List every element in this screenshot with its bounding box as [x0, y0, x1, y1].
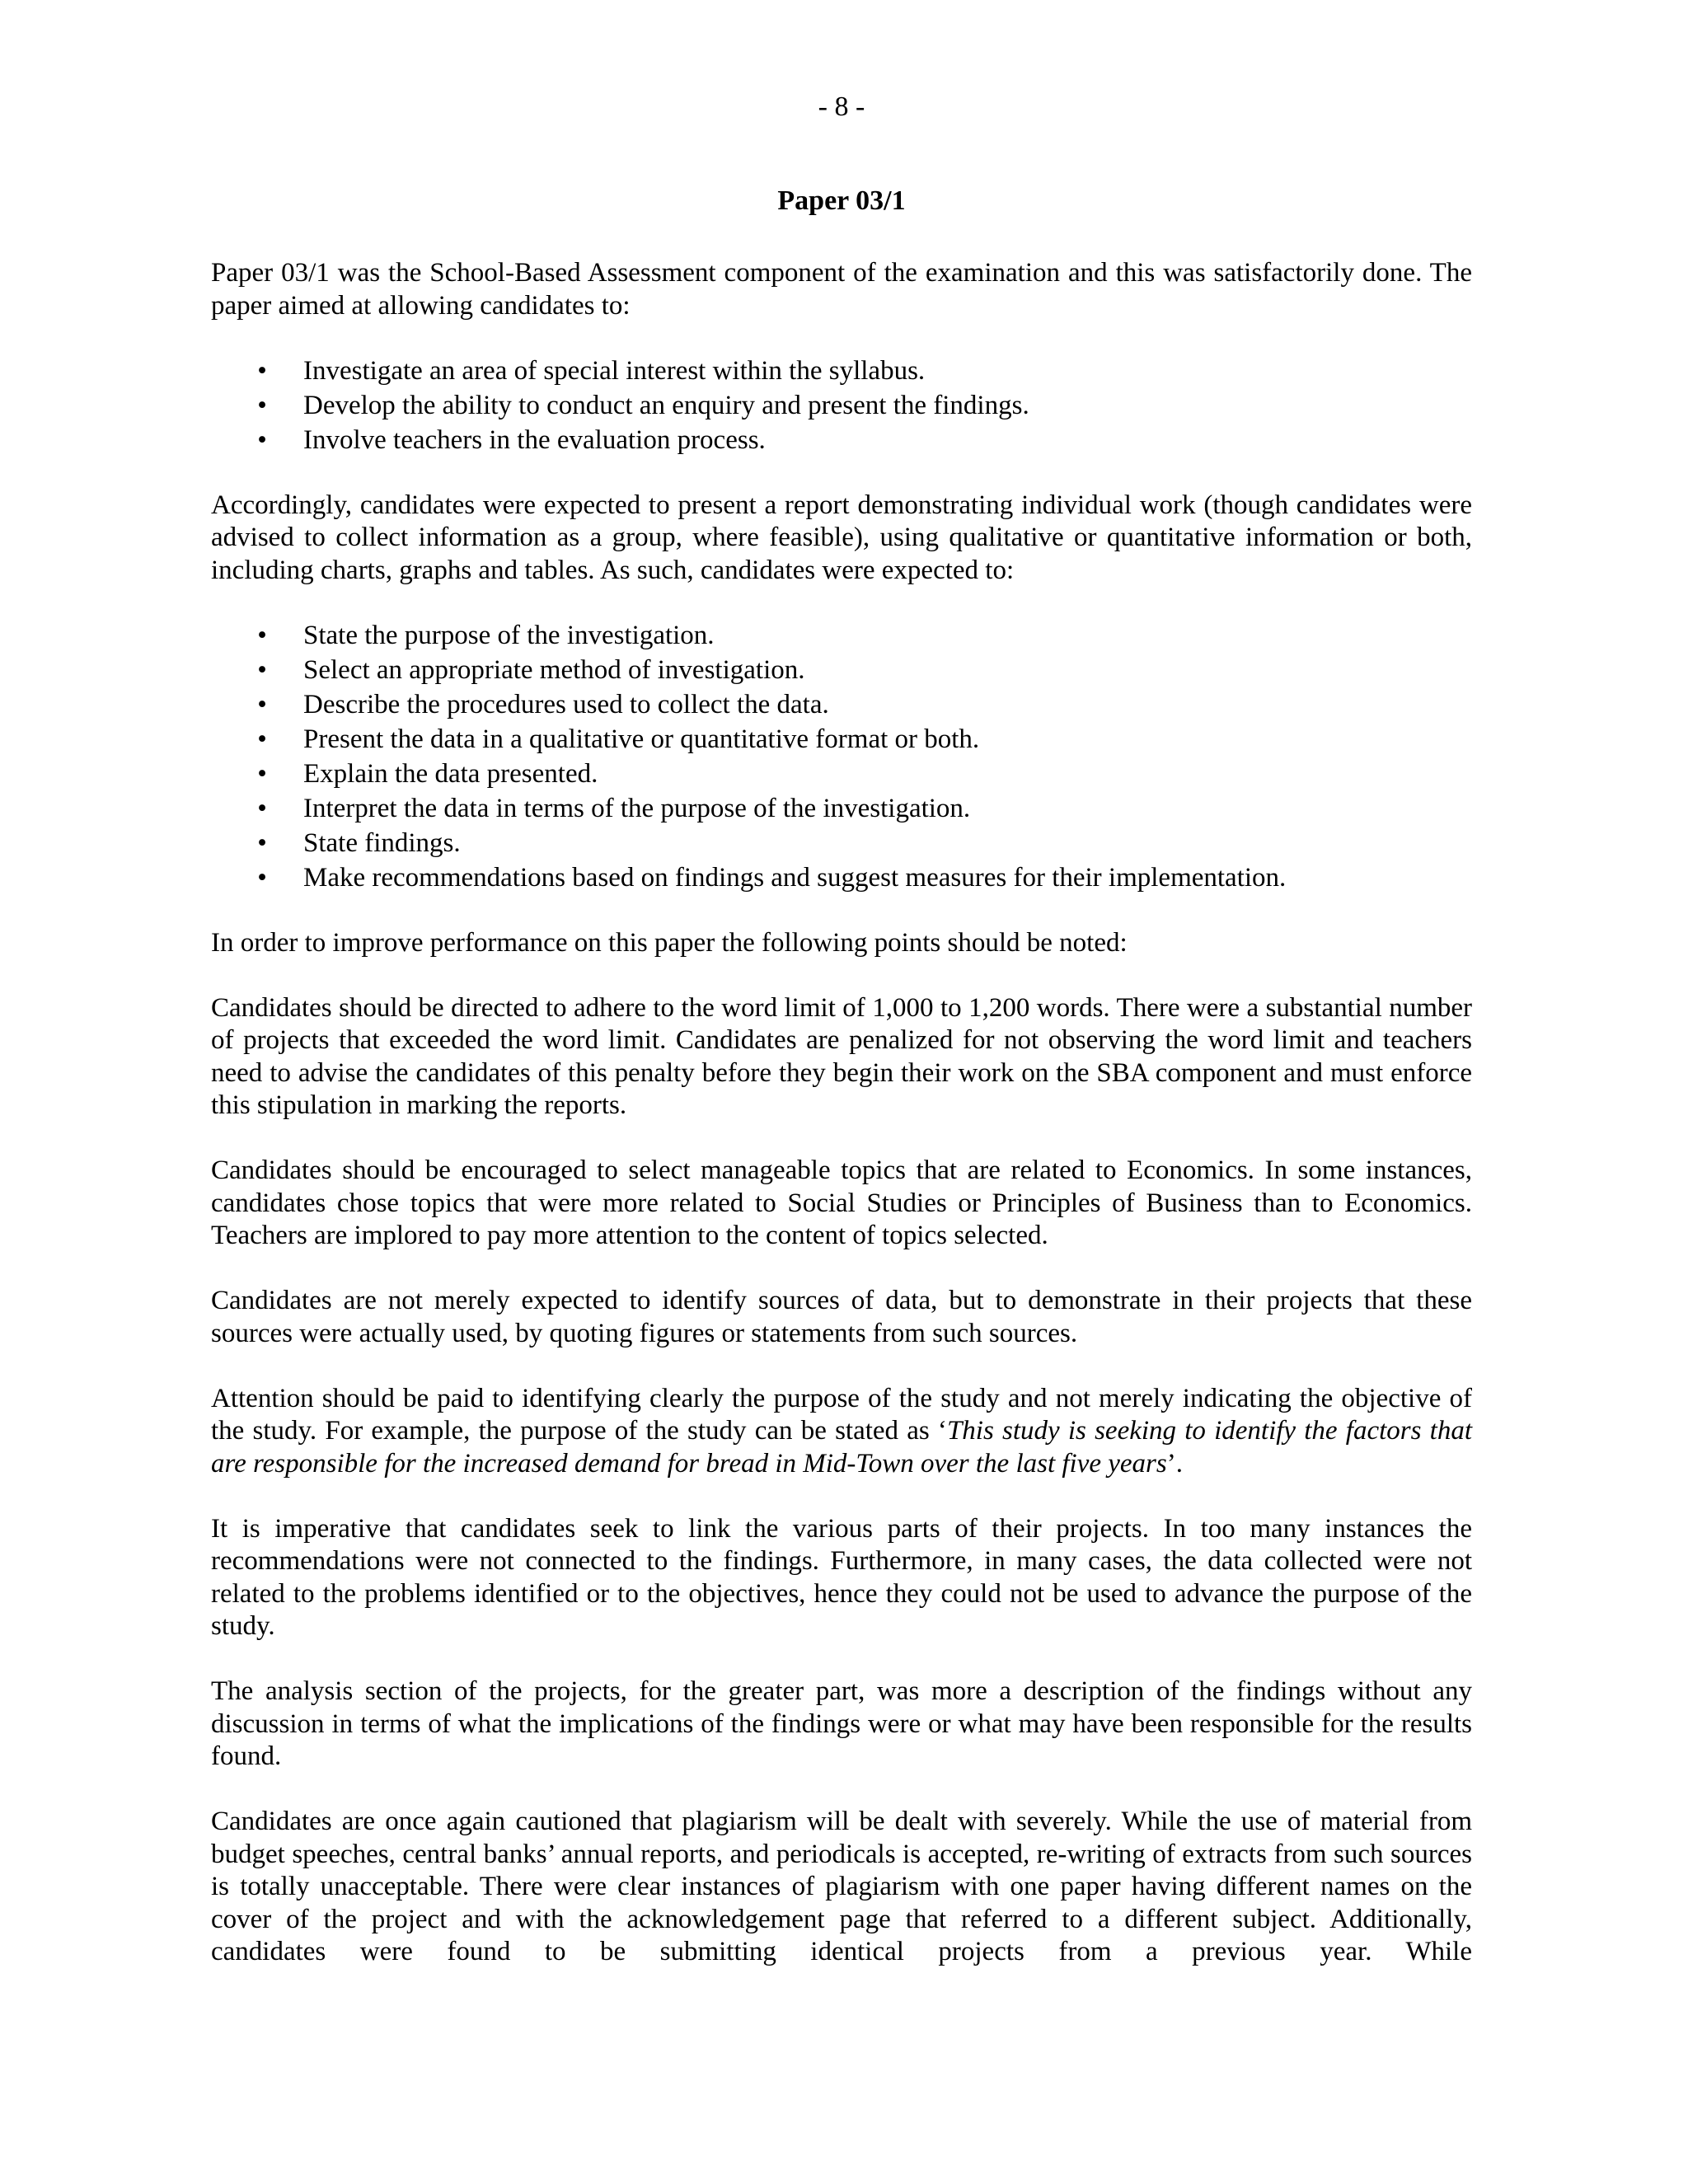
document-body — [211, 257, 1472, 2001]
bullet-icon: • — [257, 758, 267, 789]
analysis-paragraph: The analysis section of the projects, for the greater part, was more a description of the findings without any discussion in terms of what the implications of the findings were or what may have been responsible for the results found. — [211, 1676, 1472, 1771]
list-item-text: Present the data in a qualitative or quantitative format or both. — [303, 724, 980, 754]
page-number: - 8 - — [818, 91, 865, 122]
bullet-icon: • — [257, 424, 267, 455]
list-item-text: Develop the ability to conduct an enquiry and present the findings. — [303, 390, 1029, 420]
list-item-text: State findings. — [303, 827, 461, 858]
list-item-text: Describe the procedures used to collect the data. — [303, 689, 829, 719]
purpose-text: Attention should be paid to identifying clearly the purpose of the study and not merely indicating the objective of the study. For example, the purpose of the study can be stated as ‘ — [211, 1383, 1472, 1446]
list-item — [211, 620, 1472, 653]
bullet-icon: • — [257, 793, 267, 823]
list-item-text: State the purpose of the investigation. — [303, 620, 715, 650]
expectations-list — [211, 620, 1472, 895]
list-item — [211, 827, 1472, 860]
purpose-paragraph — [211, 1383, 1472, 1481]
list-item — [211, 424, 1472, 457]
bullet-icon: • — [257, 355, 267, 386]
bullet-icon: • — [257, 620, 267, 650]
purpose-closing: ’. — [1166, 1448, 1183, 1479]
bullet-icon: • — [257, 724, 267, 754]
list-item — [211, 355, 1472, 388]
list-item — [211, 689, 1472, 722]
list-item-text: Involve teachers in the evaluation process. — [303, 424, 766, 455]
list-item-text: Investigate an area of special interest within the syllabus. — [303, 355, 926, 386]
intro-paragraph: Paper 03/1 was the School-Based Assessment component of the examination and this was satisfactorily done. The paper aimed at allowing candidates to: — [211, 258, 1472, 321]
topics-paragraph: Candidates should be encouraged to select manageable topics that are related to Economics. In some instances, candidates chose topics that were more related to Social Studies or Principles of Business than to Economics. Teachers are implored to pay more attention to the content of topics selected. — [211, 1155, 1472, 1250]
purpose-example-italic: This study is seeking to identify the factors that are responsible for the increased demand for bread in Mid-Town over the last five years — [211, 1416, 1472, 1479]
accordingly-paragraph: Accordingly, candidates were expected to present a report demonstrating individual work (though candidates were advised to collect information as a group, where feasible), using qualitative or quantitative information or both, including charts, graphs and tables. As such, candidates were expected to: — [211, 490, 1472, 585]
bullet-icon: • — [257, 862, 267, 893]
plagiarism-paragraph: Candidates are once again cautioned that plagiarism will be dealt with severely. While the use of material from budget speeches, central banks’ annual reports, and periodicals is accepted, re-writing of extracts from such sources is totally unacceptable. There were clear instances of plagiarism with one paper having different names on the cover of the project and with the acknowledgement page that referred to a different subject. Additionally, candidates were found to be submitting identical projects from a previous year. While — [211, 1807, 1472, 1966]
bullet-icon: • — [257, 689, 267, 719]
list-item-text: Select an appropriate method of investigation. — [303, 654, 805, 685]
list-item-text: Make recommendations based on findings and suggest measures for their implementation. — [303, 862, 1287, 893]
list-item — [211, 758, 1472, 791]
improve-intro-paragraph: In order to improve performance on this paper the following points should be noted: — [211, 927, 1128, 958]
section-heading: Paper 03/1 — [777, 185, 906, 216]
link-parts-paragraph: It is imperative that candidates seek to link the various parts of their projects. In too many instances the recommendations were not connected to the findings. Furthermore, in many cases, the data collected were not related to the problems identified or to the objectives, hence they could not be used to advance the purpose of the study. — [211, 1513, 1472, 1641]
list-item — [211, 793, 1472, 826]
bullet-icon: • — [257, 827, 267, 858]
list-item-text: Interpret the data in terms of the purpose of the investigation. — [303, 793, 971, 823]
list-item — [211, 654, 1472, 687]
bullet-icon: • — [257, 654, 267, 685]
list-item — [211, 724, 1472, 757]
word-limit-paragraph: Candidates should be directed to adhere to the word limit of 1,000 to 1,200 words. There were a substantial number of projects that exceeded the word limit. Candidates are penalized for not observing the word limit and teachers need to advise the candidates of this penalty before they begin their work on the SBA component and must enforce this stipulation in marking the reports. — [211, 992, 1472, 1120]
list-item-text: Explain the data presented. — [303, 758, 598, 789]
aims-list — [211, 355, 1472, 457]
bullet-icon: • — [257, 390, 267, 420]
list-item — [211, 862, 1472, 895]
list-item — [211, 390, 1472, 423]
sources-paragraph: Candidates are not merely expected to identify sources of data, but to demonstrate in their projects that these sources were actually used, by quoting figures or statements from such sources. — [211, 1286, 1472, 1348]
